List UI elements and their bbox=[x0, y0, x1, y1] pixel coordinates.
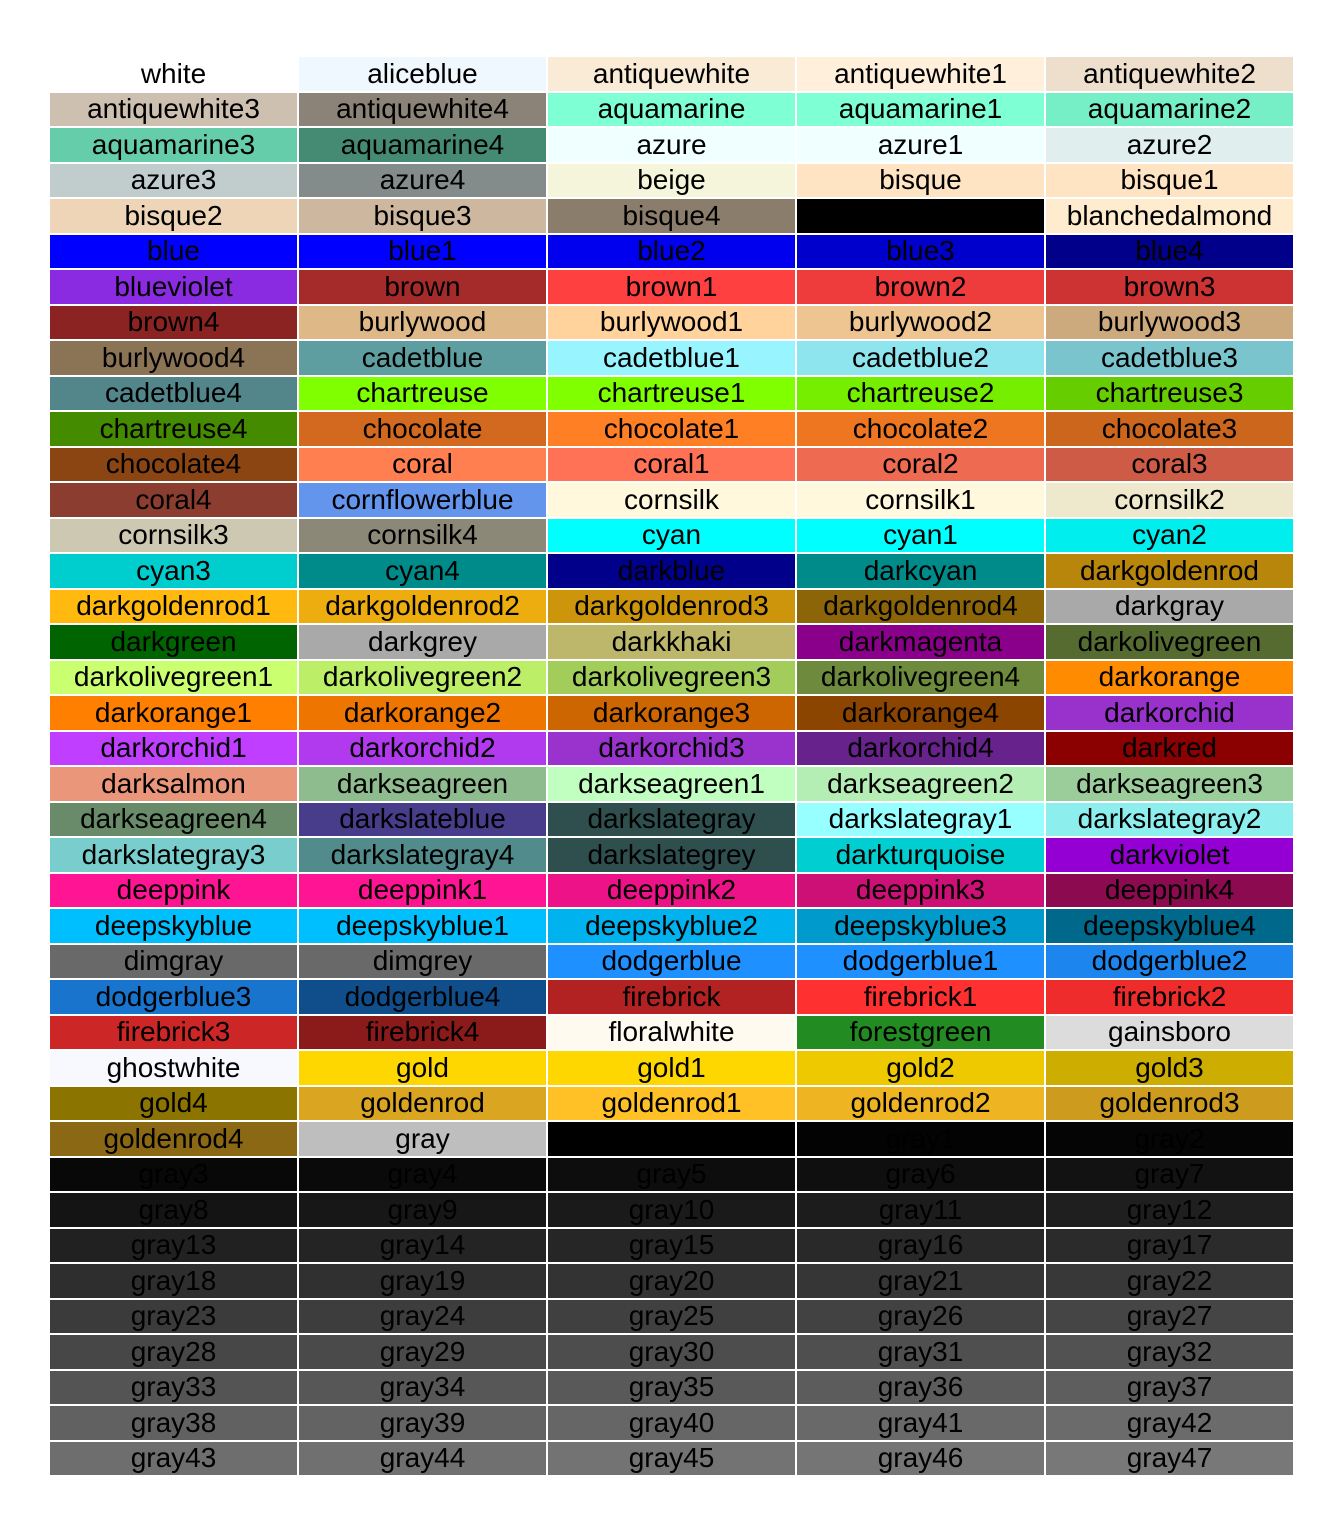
color-swatch-chartreuse2: chartreuse2 bbox=[797, 377, 1044, 411]
color-swatch-gray21: gray21 bbox=[797, 1264, 1044, 1298]
color-swatch-cadetblue4: cadetblue4 bbox=[50, 377, 297, 411]
color-swatch-aquamarine3: aquamarine3 bbox=[50, 128, 297, 162]
color-swatch-bisque4: bisque4 bbox=[548, 199, 795, 233]
color-swatch-darkolivegreen: darkolivegreen bbox=[1046, 625, 1293, 659]
color-swatch-cornsilk4: cornsilk4 bbox=[299, 519, 546, 553]
color-swatch-darkolivegreen3: darkolivegreen3 bbox=[548, 661, 795, 695]
color-swatch-darkseagreen3: darkseagreen3 bbox=[1046, 767, 1293, 801]
color-swatch-azure2: azure2 bbox=[1046, 128, 1293, 162]
color-swatch-antiquewhite2: antiquewhite2 bbox=[1046, 57, 1293, 91]
color-swatch-chocolate: chocolate bbox=[299, 412, 546, 446]
color-swatch-gray5: gray5 bbox=[548, 1158, 795, 1192]
color-swatch-dodgerblue2: dodgerblue2 bbox=[1046, 945, 1293, 979]
color-swatch-gray27: gray27 bbox=[1046, 1300, 1293, 1334]
color-swatch-gray3: gray3 bbox=[50, 1158, 297, 1192]
color-swatch-burlywood2: burlywood2 bbox=[797, 306, 1044, 340]
color-swatch-gray18: gray18 bbox=[50, 1264, 297, 1298]
color-swatch-gray2: gray2 bbox=[1046, 1122, 1293, 1156]
color-swatch-deepskyblue3: deepskyblue3 bbox=[797, 909, 1044, 943]
color-swatch-gainsboro: gainsboro bbox=[1046, 1016, 1293, 1050]
color-swatch-gray34: gray34 bbox=[299, 1371, 546, 1405]
color-swatch-gray38: gray38 bbox=[50, 1406, 297, 1440]
color-swatch-gray19: gray19 bbox=[299, 1264, 546, 1298]
color-swatch-gray10: gray10 bbox=[548, 1193, 795, 1227]
color-swatch-darkseagreen1: darkseagreen1 bbox=[548, 767, 795, 801]
color-swatch-brown3: brown3 bbox=[1046, 270, 1293, 304]
color-swatch-burlywood1: burlywood1 bbox=[548, 306, 795, 340]
color-swatch-azure: azure bbox=[548, 128, 795, 162]
color-swatch-coral2: coral2 bbox=[797, 448, 1044, 482]
color-swatch-gray43: gray43 bbox=[50, 1442, 297, 1476]
color-swatch-ghostwhite: ghostwhite bbox=[50, 1051, 297, 1085]
color-swatch-antiquewhite: antiquewhite bbox=[548, 57, 795, 91]
color-swatch-cadetblue: cadetblue bbox=[299, 341, 546, 375]
color-swatch-forestgreen: forestgreen bbox=[797, 1016, 1044, 1050]
color-swatch-blanchedalmond: blanchedalmond bbox=[1046, 199, 1293, 233]
color-swatch-chartreuse1: chartreuse1 bbox=[548, 377, 795, 411]
color-swatch-burlywood3: burlywood3 bbox=[1046, 306, 1293, 340]
color-swatch-floralwhite: floralwhite bbox=[548, 1016, 795, 1050]
color-swatch-cyan4: cyan4 bbox=[299, 554, 546, 588]
color-swatch-blue3: blue3 bbox=[797, 235, 1044, 269]
color-swatch-darkslategray2: darkslategray2 bbox=[1046, 803, 1293, 837]
color-swatch-deeppink1: deeppink1 bbox=[299, 874, 546, 908]
color-swatch-gold1: gold1 bbox=[548, 1051, 795, 1085]
color-swatch-firebrick: firebrick bbox=[548, 980, 795, 1014]
color-swatch-gold: gold bbox=[299, 1051, 546, 1085]
color-swatch-brown1: brown1 bbox=[548, 270, 795, 304]
color-swatch-aquamarine4: aquamarine4 bbox=[299, 128, 546, 162]
color-swatch-bisque1: bisque1 bbox=[1046, 164, 1293, 198]
color-swatch-darkorange3: darkorange3 bbox=[548, 696, 795, 730]
color-swatch-dimgray: dimgray bbox=[50, 945, 297, 979]
color-swatch-gray41: gray41 bbox=[797, 1406, 1044, 1440]
color-swatch-darkslategray1: darkslategray1 bbox=[797, 803, 1044, 837]
color-swatch-darkkhaki: darkkhaki bbox=[548, 625, 795, 659]
color-swatch-deepskyblue4: deepskyblue4 bbox=[1046, 909, 1293, 943]
color-swatch-darkgoldenrod3: darkgoldenrod3 bbox=[548, 590, 795, 624]
color-swatch-coral3: coral3 bbox=[1046, 448, 1293, 482]
color-swatch-darkorchid4: darkorchid4 bbox=[797, 732, 1044, 766]
color-swatch-aquamarine1: aquamarine1 bbox=[797, 93, 1044, 127]
color-swatch-blue1: blue1 bbox=[299, 235, 546, 269]
color-swatch-darkolivegreen1: darkolivegreen1 bbox=[50, 661, 297, 695]
color-swatch-gray33: gray33 bbox=[50, 1371, 297, 1405]
color-swatch-gray28: gray28 bbox=[50, 1335, 297, 1369]
color-swatch-brown4: brown4 bbox=[50, 306, 297, 340]
color-swatch-darkblue: darkblue bbox=[548, 554, 795, 588]
color-swatch-gray31: gray31 bbox=[797, 1335, 1044, 1369]
color-swatch-cornflowerblue: cornflowerblue bbox=[299, 483, 546, 517]
color-swatch-cyan: cyan bbox=[548, 519, 795, 553]
color-swatch-darkseagreen: darkseagreen bbox=[299, 767, 546, 801]
color-swatch-darkgoldenrod: darkgoldenrod bbox=[1046, 554, 1293, 588]
color-swatch-gray22: gray22 bbox=[1046, 1264, 1293, 1298]
color-swatch-darkslategray4: darkslategray4 bbox=[299, 838, 546, 872]
color-swatch-blueviolet: blueviolet bbox=[50, 270, 297, 304]
color-swatch-deeppink: deeppink bbox=[50, 874, 297, 908]
color-swatch-goldenrod: goldenrod bbox=[299, 1087, 546, 1121]
color-swatch-darkorange4: darkorange4 bbox=[797, 696, 1044, 730]
color-swatch-gray: gray bbox=[299, 1122, 546, 1156]
color-swatch-darkslategray3: darkslategray3 bbox=[50, 838, 297, 872]
color-swatch-gray42: gray42 bbox=[1046, 1406, 1293, 1440]
color-swatch-bisque2: bisque2 bbox=[50, 199, 297, 233]
color-swatch-cyan2: cyan2 bbox=[1046, 519, 1293, 553]
color-swatch-blue4: blue4 bbox=[1046, 235, 1293, 269]
color-swatch-dodgerblue1: dodgerblue1 bbox=[797, 945, 1044, 979]
color-swatch-gold2: gold2 bbox=[797, 1051, 1044, 1085]
color-swatch-cornsilk: cornsilk bbox=[548, 483, 795, 517]
color-swatch-chartreuse4: chartreuse4 bbox=[50, 412, 297, 446]
color-swatch-gray8: gray8 bbox=[50, 1193, 297, 1227]
color-swatch-cadetblue2: cadetblue2 bbox=[797, 341, 1044, 375]
color-swatch-firebrick4: firebrick4 bbox=[299, 1016, 546, 1050]
color-swatch-deepskyblue1: deepskyblue1 bbox=[299, 909, 546, 943]
color-swatch-bisque: bisque bbox=[797, 164, 1044, 198]
color-swatch-cadetblue3: cadetblue3 bbox=[1046, 341, 1293, 375]
color-swatch-antiquewhite4: antiquewhite4 bbox=[299, 93, 546, 127]
color-swatch-bisque3: bisque3 bbox=[299, 199, 546, 233]
color-swatch-deeppink3: deeppink3 bbox=[797, 874, 1044, 908]
color-swatch-gray7: gray7 bbox=[1046, 1158, 1293, 1192]
color-swatch-gray46: gray46 bbox=[797, 1442, 1044, 1476]
color-swatch-darkslateblue: darkslateblue bbox=[299, 803, 546, 837]
color-swatch-gray40: gray40 bbox=[548, 1406, 795, 1440]
color-swatch-coral4: coral4 bbox=[50, 483, 297, 517]
color-swatch-burlywood4: burlywood4 bbox=[50, 341, 297, 375]
color-swatch-dodgerblue3: dodgerblue3 bbox=[50, 980, 297, 1014]
color-swatch-gray30: gray30 bbox=[548, 1335, 795, 1369]
color-swatch-darkturquoise: darkturquoise bbox=[797, 838, 1044, 872]
color-swatch-gray24: gray24 bbox=[299, 1300, 546, 1334]
color-swatch-beige: beige bbox=[548, 164, 795, 198]
color-swatch-blue: blue bbox=[50, 235, 297, 269]
color-swatch-gold3: gold3 bbox=[1046, 1051, 1293, 1085]
color-swatch-gray15: gray15 bbox=[548, 1229, 795, 1263]
color-swatch-gray37: gray37 bbox=[1046, 1371, 1293, 1405]
color-swatch-chartreuse3: chartreuse3 bbox=[1046, 377, 1293, 411]
color-swatch-darkslategrey: darkslategrey bbox=[548, 838, 795, 872]
color-swatch-azure1: azure1 bbox=[797, 128, 1044, 162]
color-swatch-chartreuse: chartreuse bbox=[299, 377, 546, 411]
color-swatch-cornsilk1: cornsilk1 bbox=[797, 483, 1044, 517]
color-swatch-grid bbox=[50, 57, 1293, 1475]
color-swatch-goldenrod3: goldenrod3 bbox=[1046, 1087, 1293, 1121]
color-swatch-darkorchid: darkorchid bbox=[1046, 696, 1293, 730]
color-swatch-darkslategray: darkslategray bbox=[548, 803, 795, 837]
color-swatch-dodgerblue: dodgerblue bbox=[548, 945, 795, 979]
color-swatch-gray11: gray11 bbox=[797, 1193, 1044, 1227]
color-swatch-darkcyan: darkcyan bbox=[797, 554, 1044, 588]
color-swatch-azure3: azure3 bbox=[50, 164, 297, 198]
color-swatch-darkgoldenrod2: darkgoldenrod2 bbox=[299, 590, 546, 624]
color-swatch-gray35: gray35 bbox=[548, 1371, 795, 1405]
color-swatch-firebrick3: firebrick3 bbox=[50, 1016, 297, 1050]
color-swatch-gray0: gray0 bbox=[548, 1122, 795, 1156]
color-swatch-gray29: gray29 bbox=[299, 1335, 546, 1369]
color-swatch-gray39: gray39 bbox=[299, 1406, 546, 1440]
color-swatch-gray36: gray36 bbox=[797, 1371, 1044, 1405]
color-swatch-gray45: gray45 bbox=[548, 1442, 795, 1476]
color-swatch-cadetblue1: cadetblue1 bbox=[548, 341, 795, 375]
color-swatch-goldenrod1: goldenrod1 bbox=[548, 1087, 795, 1121]
color-swatch-antiquewhite1: antiquewhite1 bbox=[797, 57, 1044, 91]
color-swatch-gray4: gray4 bbox=[299, 1158, 546, 1192]
color-swatch-darkolivegreen2: darkolivegreen2 bbox=[299, 661, 546, 695]
color-swatch-darkorange2: darkorange2 bbox=[299, 696, 546, 730]
color-swatch-gray6: gray6 bbox=[797, 1158, 1044, 1192]
color-swatch-firebrick1: firebrick1 bbox=[797, 980, 1044, 1014]
color-swatch-darkorange1: darkorange1 bbox=[50, 696, 297, 730]
color-swatch-firebrick2: firebrick2 bbox=[1046, 980, 1293, 1014]
color-swatch-deepskyblue: deepskyblue bbox=[50, 909, 297, 943]
color-swatch-gray17: gray17 bbox=[1046, 1229, 1293, 1263]
color-swatch-darkorchid3: darkorchid3 bbox=[548, 732, 795, 766]
color-swatch-darkgreen: darkgreen bbox=[50, 625, 297, 659]
color-swatch-darkred: darkred bbox=[1046, 732, 1293, 766]
color-swatch-gray12: gray12 bbox=[1046, 1193, 1293, 1227]
color-swatch-darkolivegreen4: darkolivegreen4 bbox=[797, 661, 1044, 695]
color-swatch-darksalmon: darksalmon bbox=[50, 767, 297, 801]
color-swatch-goldenrod2: goldenrod2 bbox=[797, 1087, 1044, 1121]
color-swatch-chocolate2: chocolate2 bbox=[797, 412, 1044, 446]
color-swatch-cyan3: cyan3 bbox=[50, 554, 297, 588]
color-swatch-gray9: gray9 bbox=[299, 1193, 546, 1227]
color-swatch-blue2: blue2 bbox=[548, 235, 795, 269]
color-swatch-brown: brown bbox=[299, 270, 546, 304]
color-swatch-burlywood: burlywood bbox=[299, 306, 546, 340]
color-swatch-darkviolet: darkviolet bbox=[1046, 838, 1293, 872]
color-swatch-darkorchid1: darkorchid1 bbox=[50, 732, 297, 766]
color-swatch-chocolate1: chocolate1 bbox=[548, 412, 795, 446]
color-swatch-dimgrey: dimgrey bbox=[299, 945, 546, 979]
color-swatch-gray16: gray16 bbox=[797, 1229, 1044, 1263]
color-swatch-gray23: gray23 bbox=[50, 1300, 297, 1334]
color-swatch-gray26: gray26 bbox=[797, 1300, 1044, 1334]
color-swatch-gray1: gray1 bbox=[797, 1122, 1044, 1156]
color-swatch-brown2: brown2 bbox=[797, 270, 1044, 304]
color-swatch-gray13: gray13 bbox=[50, 1229, 297, 1263]
color-swatch-coral: coral bbox=[299, 448, 546, 482]
color-swatch-cyan1: cyan1 bbox=[797, 519, 1044, 553]
color-swatch-dodgerblue4: dodgerblue4 bbox=[299, 980, 546, 1014]
color-swatch-darkgoldenrod1: darkgoldenrod1 bbox=[50, 590, 297, 624]
color-swatch-gray14: gray14 bbox=[299, 1229, 546, 1263]
color-swatch-darkorange: darkorange bbox=[1046, 661, 1293, 695]
color-swatch-deepskyblue2: deepskyblue2 bbox=[548, 909, 795, 943]
color-swatch-goldenrod4: goldenrod4 bbox=[50, 1122, 297, 1156]
color-swatch-gray32: gray32 bbox=[1046, 1335, 1293, 1369]
color-swatch-darkseagreen4: darkseagreen4 bbox=[50, 803, 297, 837]
color-swatch-gray44: gray44 bbox=[299, 1442, 546, 1476]
color-swatch-cornsilk2: cornsilk2 bbox=[1046, 483, 1293, 517]
color-swatch-gray25: gray25 bbox=[548, 1300, 795, 1334]
color-swatch-darkgrey: darkgrey bbox=[299, 625, 546, 659]
color-swatch-deeppink4: deeppink4 bbox=[1046, 874, 1293, 908]
color-swatch-aquamarine: aquamarine bbox=[548, 93, 795, 127]
color-swatch-aquamarine2: aquamarine2 bbox=[1046, 93, 1293, 127]
color-swatch-darkmagenta: darkmagenta bbox=[797, 625, 1044, 659]
color-swatch-black: black bbox=[797, 199, 1044, 233]
color-swatch-gold4: gold4 bbox=[50, 1087, 297, 1121]
color-swatch-gray20: gray20 bbox=[548, 1264, 795, 1298]
color-swatch-chocolate4: chocolate4 bbox=[50, 448, 297, 482]
color-swatch-cornsilk3: cornsilk3 bbox=[50, 519, 297, 553]
color-swatch-antiquewhite3: antiquewhite3 bbox=[50, 93, 297, 127]
color-swatch-gray47: gray47 bbox=[1046, 1442, 1293, 1476]
color-swatch-darkgoldenrod4: darkgoldenrod4 bbox=[797, 590, 1044, 624]
color-swatch-deeppink2: deeppink2 bbox=[548, 874, 795, 908]
color-swatch-white: white bbox=[50, 57, 297, 91]
color-swatch-azure4: azure4 bbox=[299, 164, 546, 198]
color-swatch-chocolate3: chocolate3 bbox=[1046, 412, 1293, 446]
color-swatch-coral1: coral1 bbox=[548, 448, 795, 482]
color-swatch-darkseagreen2: darkseagreen2 bbox=[797, 767, 1044, 801]
color-swatch-darkorchid2: darkorchid2 bbox=[299, 732, 546, 766]
color-swatch-darkgray: darkgray bbox=[1046, 590, 1293, 624]
color-swatch-aliceblue: aliceblue bbox=[299, 57, 546, 91]
